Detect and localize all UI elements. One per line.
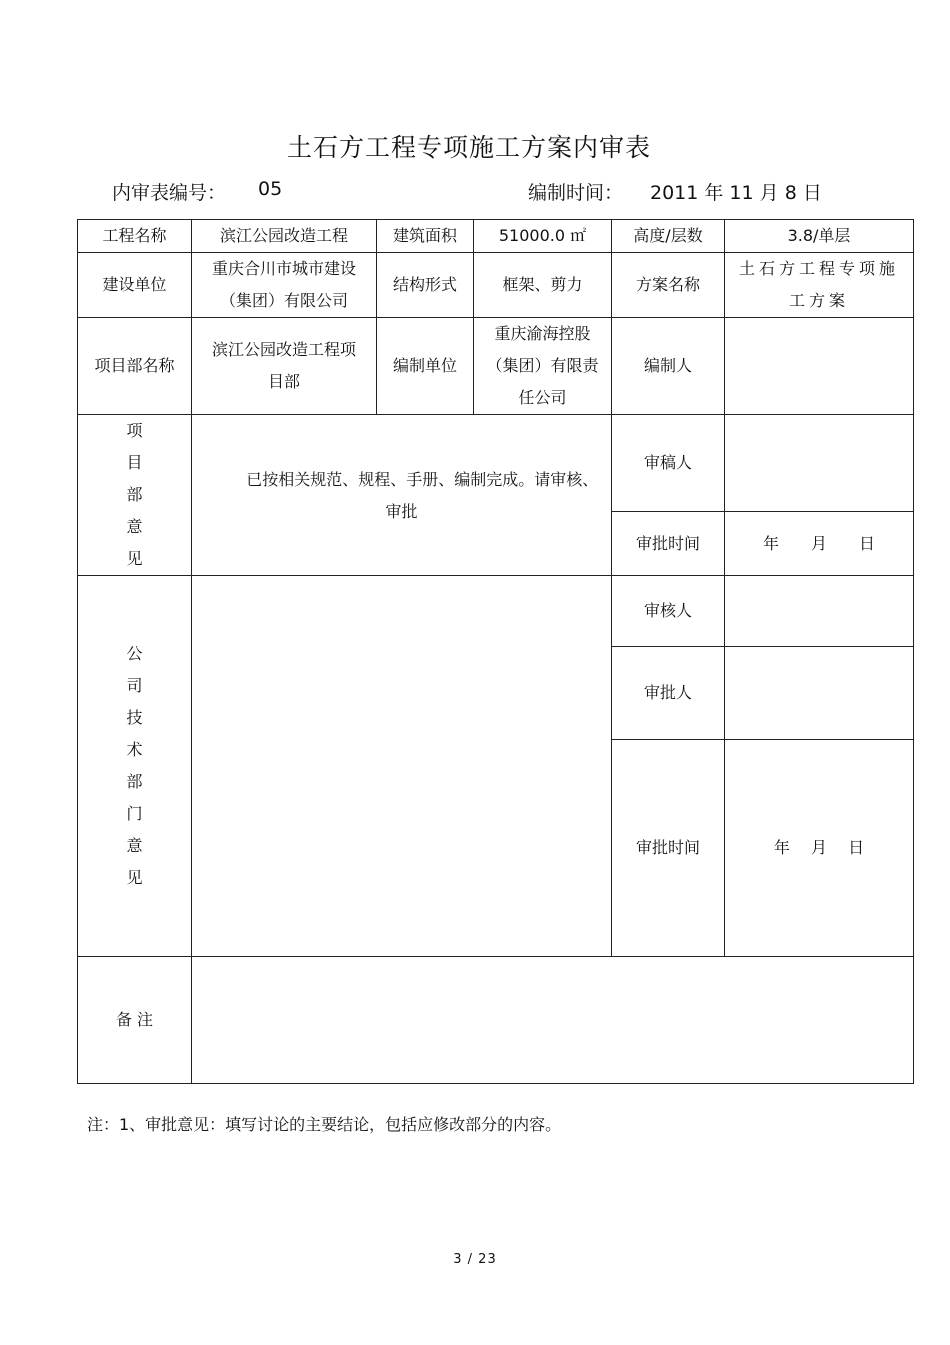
company-dept-opinion-label	[78, 576, 192, 957]
compiler-value	[725, 318, 914, 415]
project-name-label: 工程名称	[78, 220, 192, 253]
manuscript-reviewer-label: 审稿人	[612, 415, 725, 512]
table-row	[78, 957, 914, 1084]
manuscript-reviewer-value	[725, 415, 914, 512]
compiler-unit-label: 编制单位	[377, 318, 474, 415]
project-dept-value: 滨江公园改造工程项目部	[192, 318, 377, 415]
structure-type-value: 框架、剪力	[474, 253, 612, 318]
company-approval-time-label: 审批时间	[612, 740, 725, 957]
checker-value	[725, 576, 914, 647]
building-area-value: 51000.0 ㎡	[474, 220, 612, 253]
structure-type-label: 结构形式	[377, 253, 474, 318]
page-number: 3 / 23	[453, 1252, 497, 1267]
serial-value: 05	[258, 178, 283, 200]
table-row	[78, 576, 914, 647]
project-name-value: 滨江公园改造工程	[192, 220, 377, 253]
page-title: 土石方工程专项施工方案内审表	[286, 133, 651, 162]
plan-name-label: 方案名称	[612, 253, 725, 318]
review-table	[77, 219, 914, 1084]
table-row	[78, 415, 914, 512]
compiler-unit-value: 重庆渝海控股（集团）有限责任公司	[474, 318, 612, 415]
checker-label: 审核人	[612, 576, 725, 647]
developer-label: 建设单位	[78, 253, 192, 318]
project-approval-time-label: 审批时间	[612, 512, 725, 576]
compiler-label: 编制人	[612, 318, 725, 415]
height-floors-label: 高度/层数	[612, 220, 725, 253]
approver-label: 审批人	[612, 647, 725, 740]
remarks-value	[192, 957, 914, 1084]
table-row	[78, 318, 914, 415]
building-area-label: 建筑面积	[377, 220, 474, 253]
section-label: 项目部意见	[126, 421, 143, 568]
company-dept-opinion-cell	[192, 576, 612, 957]
footnote: 注：1、审批意见：填写讨论的主要结论，包括应修改部分的内容。	[87, 1115, 562, 1134]
section-label: 公司技术部门意见	[126, 644, 143, 887]
project-approval-time-value: 年 月 日	[725, 512, 914, 576]
project-dept-opinion-text: 已按相关规范、规程、手册、编制完成。请审核、审批	[246, 470, 599, 521]
remarks-label: 备 注	[78, 957, 192, 1084]
serial-label: 内审表编号：	[112, 182, 227, 204]
project-dept-label: 项目部名称	[78, 318, 192, 415]
company-approval-time-value: 年 月 日	[725, 740, 914, 957]
approver-value	[725, 647, 914, 740]
project-dept-opinion-cell	[192, 415, 612, 576]
date-value: 2011 年 11 月 8 日	[650, 182, 822, 204]
developer-value: 重庆合川市城市建设（集团）有限公司	[192, 253, 377, 318]
plan-name-value: 土石方工程专项施工方案	[725, 253, 914, 318]
table-row	[78, 253, 914, 318]
height-floors-value: 3.8/单层	[725, 220, 914, 253]
project-dept-opinion-label	[78, 415, 192, 576]
date-label: 编制时间：	[528, 182, 624, 204]
table-row	[78, 220, 914, 253]
